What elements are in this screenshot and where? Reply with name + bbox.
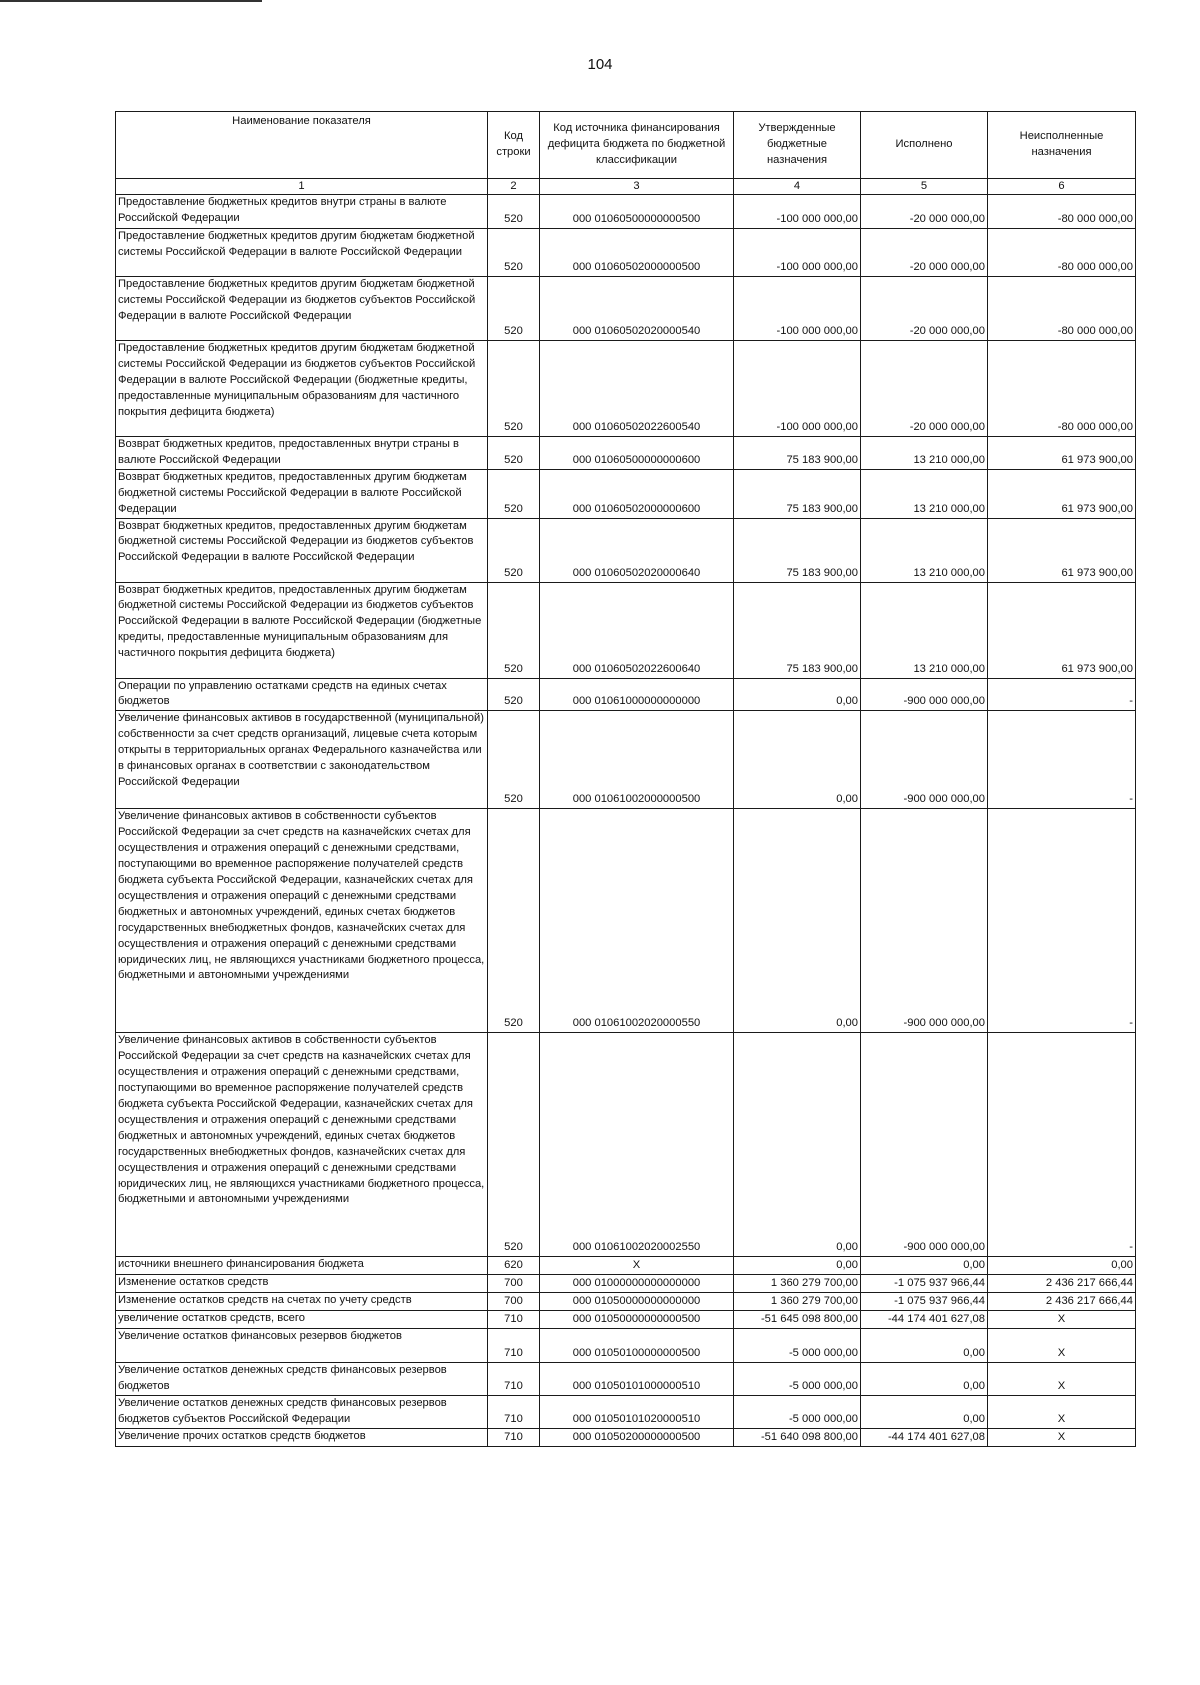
header-approved: Утвержденные бюджетные назначения — [734, 112, 861, 179]
row-executed: -20 000 000,00 — [861, 341, 988, 437]
row-source-code: 000 01050100000000500 — [540, 1329, 734, 1363]
row-approved: -51 645 098 800,00 — [734, 1311, 861, 1329]
row-unexecuted: X — [988, 1363, 1136, 1396]
row-source-code: 000 01060500000000600 — [540, 437, 734, 470]
row-line-code: 520 — [488, 341, 540, 437]
row-unexecuted: - — [988, 711, 1136, 809]
table-row — [116, 1033, 1136, 1257]
row-line-code: 520 — [488, 678, 540, 711]
row-name: Возврат бюджетных кредитов, предоставленных другим бюджетам бюджетной системы Российской Федерации в валюте Российской Федерации — [116, 469, 488, 518]
row-approved: 75 183 900,00 — [734, 469, 861, 518]
row-line-code: 520 — [488, 469, 540, 518]
row-source-code: 000 01061002020002550 — [540, 1033, 734, 1257]
row-line-code: 710 — [488, 1329, 540, 1363]
row-name: увеличение остатков средств, всего — [116, 1311, 488, 1329]
row-executed: -20 000 000,00 — [861, 277, 988, 341]
row-approved: -100 000 000,00 — [734, 277, 861, 341]
row-source-code: 000 01050000000000000 — [540, 1293, 734, 1311]
row-name: Увеличение остатков денежных средств финансовых резервов бюджетов субъектов Российской Федерации — [116, 1396, 488, 1429]
table-row — [116, 1293, 1136, 1311]
column-number-row — [116, 179, 1136, 195]
row-name: Увеличение финансовых активов в государственной (муниципальной) собственности за счет средств организаций, лицевые счета которым открыты в территориальных органах Федерального казначейства или в финансовых органах в соответствии с законодательством Российской Федерации — [116, 711, 488, 809]
row-approved: -5 000 000,00 — [734, 1396, 861, 1429]
row-line-code: 520 — [488, 518, 540, 582]
table-row — [116, 1396, 1136, 1429]
row-name: Предоставление бюджетных кредитов другим бюджетам бюджетной системы Российской Федерации из бюджетов субъектов Российской Федерации в валюте Российской Федерации — [116, 277, 488, 341]
row-source-code: 000 01000000000000000 — [540, 1275, 734, 1293]
row-line-code: 520 — [488, 229, 540, 277]
row-approved: 75 183 900,00 — [734, 518, 861, 582]
row-line-code: 520 — [488, 195, 540, 229]
row-line-code: 620 — [488, 1257, 540, 1275]
row-source-code: 000 01061002020000550 — [540, 809, 734, 1033]
column-number: 4 — [734, 179, 861, 195]
header-unexecuted: Неисполненные назначения — [988, 112, 1136, 179]
table-row — [116, 229, 1136, 277]
row-source-code: 000 01060502020000640 — [540, 518, 734, 582]
row-executed: 13 210 000,00 — [861, 582, 988, 678]
row-unexecuted: - — [988, 678, 1136, 711]
row-executed: 0,00 — [861, 1396, 988, 1429]
row-line-code: 520 — [488, 582, 540, 678]
row-executed: -20 000 000,00 — [861, 229, 988, 277]
row-name: Предоставление бюджетных кредитов другим бюджетам бюджетной системы Российской Федерации в валюте Российской Федерации — [116, 229, 488, 277]
row-source-code: 000 01050000000000500 — [540, 1311, 734, 1329]
column-number: 5 — [861, 179, 988, 195]
header-name: Наименование показателя — [116, 112, 488, 179]
row-approved: 1 360 279 700,00 — [734, 1293, 861, 1311]
row-approved: 0,00 — [734, 678, 861, 711]
row-source-code: X — [540, 1257, 734, 1275]
row-approved: 0,00 — [734, 1257, 861, 1275]
row-source-code: 000 01050200000000500 — [540, 1428, 734, 1446]
table-row — [116, 678, 1136, 711]
row-unexecuted: - — [988, 1033, 1136, 1257]
column-number: 1 — [116, 179, 488, 195]
row-name: Увеличение прочих остатков средств бюджетов — [116, 1428, 488, 1446]
row-source-code: 000 01050101020000510 — [540, 1396, 734, 1429]
row-unexecuted: -80 000 000,00 — [988, 277, 1136, 341]
row-name: Увеличение остатков финансовых резервов бюджетов — [116, 1329, 488, 1363]
row-approved: 0,00 — [734, 809, 861, 1033]
row-line-code: 520 — [488, 711, 540, 809]
row-executed: -1 075 937 966,44 — [861, 1293, 988, 1311]
row-source-code: 000 01060502020000540 — [540, 277, 734, 341]
table-row — [116, 1257, 1136, 1275]
row-line-code: 710 — [488, 1311, 540, 1329]
page-number: 104 — [587, 56, 613, 73]
row-source-code: 000 01060502000000500 — [540, 229, 734, 277]
top-scan-rule — [0, 0, 262, 2]
row-source-code: 000 01060500000000500 — [540, 195, 734, 229]
header-line-code: Код строки — [488, 112, 540, 179]
table-row — [116, 1275, 1136, 1293]
row-line-code: 520 — [488, 809, 540, 1033]
row-unexecuted: 0,00 — [988, 1257, 1136, 1275]
row-unexecuted: -80 000 000,00 — [988, 195, 1136, 229]
table-row — [116, 809, 1136, 1033]
row-approved: -51 640 098 800,00 — [734, 1428, 861, 1446]
row-executed: 13 210 000,00 — [861, 518, 988, 582]
row-source-code: 000 01061002000000500 — [540, 711, 734, 809]
row-line-code: 710 — [488, 1363, 540, 1396]
row-unexecuted: 61 973 900,00 — [988, 437, 1136, 470]
table-row — [116, 469, 1136, 518]
row-approved: -5 000 000,00 — [734, 1329, 861, 1363]
row-approved: 75 183 900,00 — [734, 582, 861, 678]
row-source-code: 000 01050101000000510 — [540, 1363, 734, 1396]
row-executed: 0,00 — [861, 1329, 988, 1363]
row-name: источники внешнего финансирования бюджета — [116, 1257, 488, 1275]
row-unexecuted: X — [988, 1311, 1136, 1329]
row-name: Увеличение финансовых активов в собственности субъектов Российской Федерации за счет средств на казначейских счетах для осуществления и отражения операций с денежными средствами, поступающими во временное распоряжение получателей средств бюджета субъекта Российской Федерации, казначейских счетах для осуществления и отражения операций с денежными средствами бюджетных и автономных учреждений, единых счетах бюджетов государственных внебюджетных фондов, казначейских счетах для осуществления и отражения операций с денежными средствами юридических лиц, не являющихся участниками бюджетного процесса, бюджетными и автономными учреждениями — [116, 1033, 488, 1257]
table-row — [116, 195, 1136, 229]
row-line-code: 520 — [488, 277, 540, 341]
row-name: Возврат бюджетных кредитов, предоставленных другим бюджетам бюджетной системы Российской Федерации из бюджетов субъектов Российской Федерации в валюте Российской Федерации (бюджетные кредиты, предоставленные муниципальным образованиям для частичного покрытия дефицита бюджета) — [116, 582, 488, 678]
row-name: Возврат бюджетных кредитов, предоставленных другим бюджетам бюджетной системы Российской Федерации из бюджетов субъектов Российской Федерации в валюте Российской Федерации — [116, 518, 488, 582]
row-unexecuted: 61 973 900,00 — [988, 469, 1136, 518]
header-source-code: Код источника финансирования дефицита бюджета по бюджетной классификации — [540, 112, 734, 179]
row-unexecuted: -80 000 000,00 — [988, 341, 1136, 437]
row-approved: -100 000 000,00 — [734, 195, 861, 229]
row-unexecuted: X — [988, 1396, 1136, 1429]
row-approved: 75 183 900,00 — [734, 437, 861, 470]
row-executed: -44 174 401 627,08 — [861, 1428, 988, 1446]
row-unexecuted: X — [988, 1428, 1136, 1446]
row-approved: -100 000 000,00 — [734, 229, 861, 277]
row-name: Возврат бюджетных кредитов, предоставленных внутри страны в валюте Российской Федерации — [116, 437, 488, 470]
row-approved: 0,00 — [734, 711, 861, 809]
row-unexecuted: X — [988, 1329, 1136, 1363]
row-unexecuted: 2 436 217 666,44 — [988, 1293, 1136, 1311]
row-source-code: 000 01060502000000600 — [540, 469, 734, 518]
row-name: Увеличение остатков денежных средств финансовых резервов бюджетов — [116, 1363, 488, 1396]
table-row — [116, 1329, 1136, 1363]
row-source-code: 000 01060502022600640 — [540, 582, 734, 678]
row-source-code: 000 01061000000000000 — [540, 678, 734, 711]
column-number: 6 — [988, 179, 1136, 195]
header-executed: Исполнено — [861, 112, 988, 179]
row-executed: 13 210 000,00 — [861, 469, 988, 518]
row-unexecuted: 61 973 900,00 — [988, 518, 1136, 582]
row-approved: 0,00 — [734, 1033, 861, 1257]
row-executed: -1 075 937 966,44 — [861, 1275, 988, 1293]
row-executed: 0,00 — [861, 1257, 988, 1275]
column-number: 3 — [540, 179, 734, 195]
row-name: Изменение остатков средств на счетах по учету средств — [116, 1293, 488, 1311]
row-unexecuted: 61 973 900,00 — [988, 582, 1136, 678]
header-row — [116, 112, 1136, 179]
budget-sources-table — [115, 111, 1136, 1447]
row-unexecuted: - — [988, 809, 1136, 1033]
row-executed: -900 000 000,00 — [861, 809, 988, 1033]
row-executed: 13 210 000,00 — [861, 437, 988, 470]
row-unexecuted: 2 436 217 666,44 — [988, 1275, 1136, 1293]
table-body — [116, 195, 1136, 1447]
table-row — [116, 1428, 1136, 1446]
table-row — [116, 1363, 1136, 1396]
row-line-code: 700 — [488, 1293, 540, 1311]
row-executed: -900 000 000,00 — [861, 678, 988, 711]
row-executed: -900 000 000,00 — [861, 711, 988, 809]
row-line-code: 700 — [488, 1275, 540, 1293]
table-row — [116, 437, 1136, 470]
row-line-code: 710 — [488, 1396, 540, 1429]
row-name: Изменение остатков средств — [116, 1275, 488, 1293]
table-row — [116, 341, 1136, 437]
row-executed: -900 000 000,00 — [861, 1033, 988, 1257]
row-executed: -44 174 401 627,08 — [861, 1311, 988, 1329]
row-name: Предоставление бюджетных кредитов другим бюджетам бюджетной системы Российской Федерации из бюджетов субъектов Российской Федерации в валюте Российской Федерации (бюджетные кредиты, предоставленные муниципальным образованиям для частичного покрытия дефицита бюджета) — [116, 341, 488, 437]
table-row — [116, 277, 1136, 341]
row-line-code: 520 — [488, 437, 540, 470]
table-row — [116, 711, 1136, 809]
row-unexecuted: -80 000 000,00 — [988, 229, 1136, 277]
table-row — [116, 582, 1136, 678]
table-row — [116, 1311, 1136, 1329]
row-approved: 1 360 279 700,00 — [734, 1275, 861, 1293]
row-line-code: 520 — [488, 1033, 540, 1257]
table-row — [116, 518, 1136, 582]
row-name: Операции по управлению остатками средств на единых счетах бюджетов — [116, 678, 488, 711]
column-number: 2 — [488, 179, 540, 195]
row-source-code: 000 01060502022600540 — [540, 341, 734, 437]
row-approved: -5 000 000,00 — [734, 1363, 861, 1396]
row-line-code: 710 — [488, 1428, 540, 1446]
row-executed: -20 000 000,00 — [861, 195, 988, 229]
row-name: Увеличение финансовых активов в собственности субъектов Российской Федерации за счет средств на казначейских счетах для осуществления и отражения операций с денежными средствами, поступающими во временное распоряжение получателей средств бюджета субъекта Российской Федерации, казначейских счетах для осуществления и отражения операций с денежными средствами бюджетных и автономных учреждений, единых счетах бюджетов государственных внебюджетных фондов, казначейских счетах для осуществления и отражения операций с денежными средствами юридических лиц, не являющихся участниками бюджетного процесса, бюджетными и автономными учреждениями — [116, 809, 488, 1033]
row-name: Предоставление бюджетных кредитов внутри страны в валюте Российской Федерации — [116, 195, 488, 229]
row-executed: 0,00 — [861, 1363, 988, 1396]
row-approved: -100 000 000,00 — [734, 341, 861, 437]
